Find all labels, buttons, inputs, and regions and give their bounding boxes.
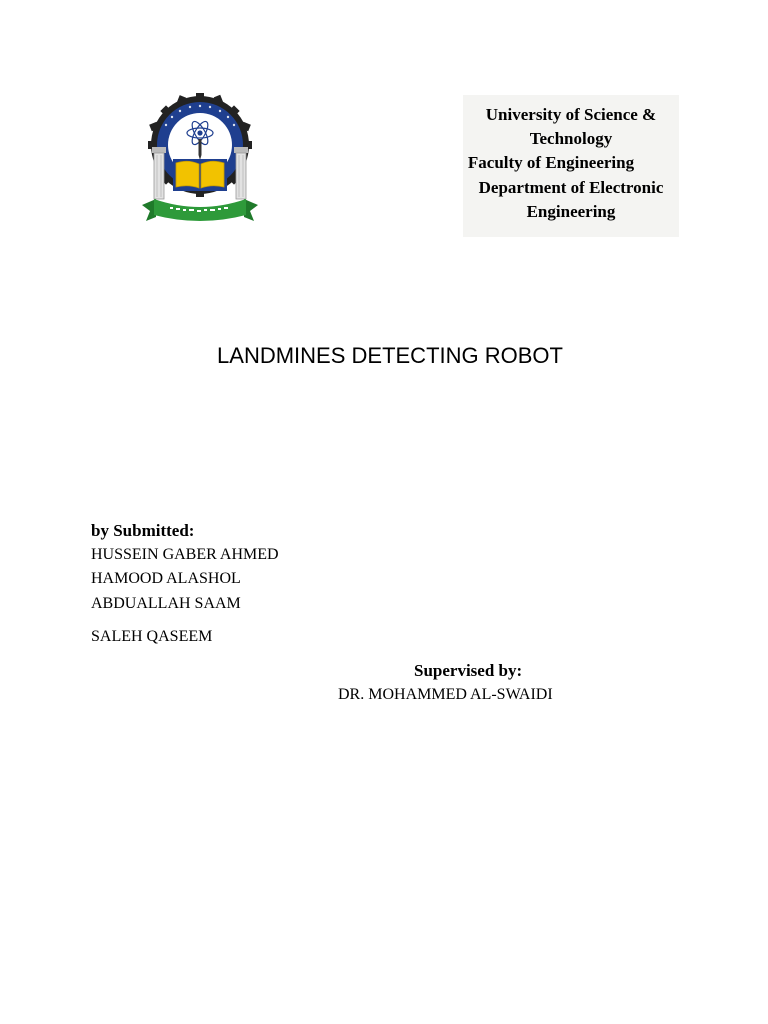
- student-name: HUSSEIN GABER AHMED: [91, 546, 279, 563]
- department-name-line2: Engineering: [526, 202, 616, 221]
- university-name-line1: University of Science &: [485, 105, 657, 124]
- student-name: ABDUALLAH SAAM: [91, 595, 241, 612]
- submitted-heading: by Submitted:: [91, 521, 195, 540]
- banner-ribbon: [142, 199, 258, 221]
- student-name: HAMOOD ALASHOL: [91, 570, 241, 587]
- student-name: SALEH QASEEM: [91, 628, 213, 645]
- university-name-line2: Technology: [529, 129, 613, 148]
- document-title: LANDMINES DETECTING ROBOT: [217, 343, 563, 368]
- supervisor-name: DR. MOHAMMED AL-SWAIDI: [338, 686, 553, 703]
- supervised-heading: Supervised by:: [414, 661, 523, 680]
- faculty-name: Faculty of Engineering: [467, 153, 635, 172]
- book-icon: [173, 159, 227, 191]
- header-block: [463, 95, 679, 237]
- department-name-line1: Department of Electronic: [478, 178, 664, 197]
- university-logo: [140, 93, 260, 225]
